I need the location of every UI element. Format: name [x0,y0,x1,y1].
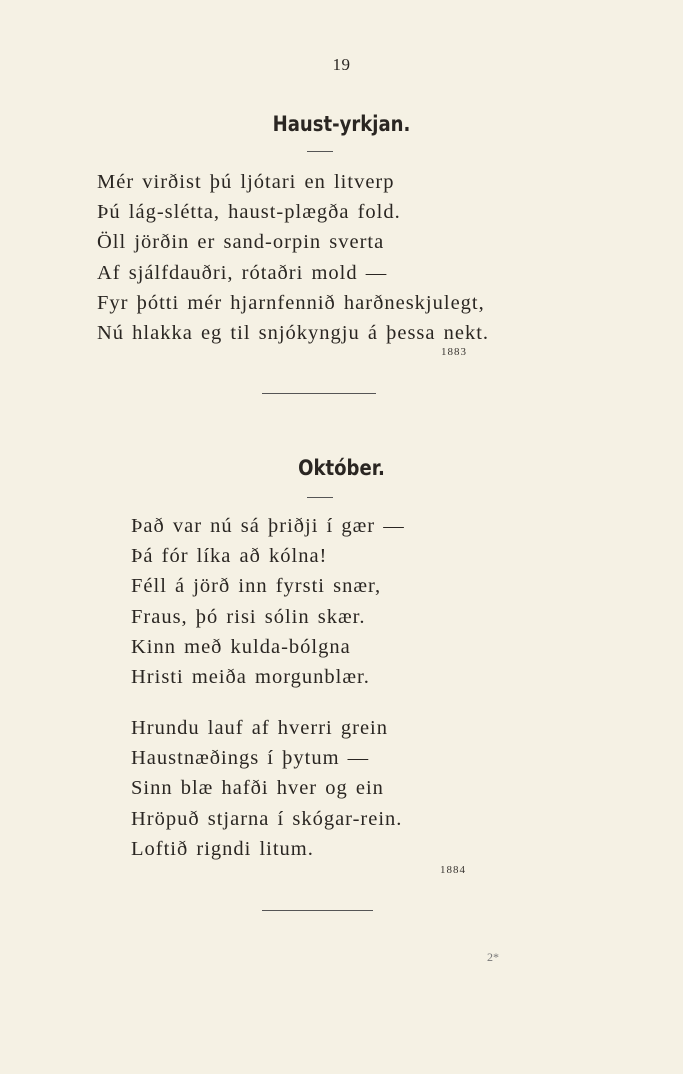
verse-line: Þú lág-slétta, haust-plægða fold. [97,201,401,224]
verse-line: Það var nú sá þriðji í gær — [131,515,405,537]
verse-line: Þá fór líka að kólna! [131,545,328,568]
verse-line: Haustnæðings í þytum — [131,747,370,770]
verse-line: Hristi meiða morgunblær. [131,665,370,688]
verse-line: Fraus, þó risi sólin skær. [131,605,366,628]
poem-verse-haust-yrkjan [97,167,489,348]
verse-line: Kinn með kulda-bólgna [131,635,351,658]
signature-mark: 2* [487,950,499,964]
poem-title-haust-yrkjan: Haust-yrkjan. [272,112,411,136]
verse-line: Sinn blæ hafði hver og ein [131,777,384,800]
verse-line: Hröpuð stjarna í skógar-rein. [131,807,403,830]
poem-stanza-2 [131,713,402,864]
verse-line: Nú hlakka eg til snjókyngju á þessa nekt. [97,321,490,344]
verse-line: Loftið rigndi litum. [131,837,314,860]
verse-line: Öll jörðin er sand-orpin sverta [97,231,385,254]
section-divider [262,393,376,394]
title-rule [307,497,333,498]
section-divider [262,910,373,911]
poem-title-oktober: Október. [298,456,385,480]
verse-line: Mér virðist þú ljótari en litverp [97,171,395,193]
page-number: 19 [332,55,351,74]
verse-line: Fyr þótti mér hjarnfennið harðneskjulegt, [97,291,485,314]
poem-year: 1883 [441,346,467,358]
poem-year: 1884 [440,864,466,876]
verse-line: Hrundu lauf af hverri grein [131,717,388,739]
verse-line: Af sjálfdauðri, rótaðri mold — [97,261,388,284]
title-rule [307,151,333,152]
verse-line: Féll á jörð inn fyrsti snær, [131,575,382,598]
poem-stanza-1 [131,511,405,692]
